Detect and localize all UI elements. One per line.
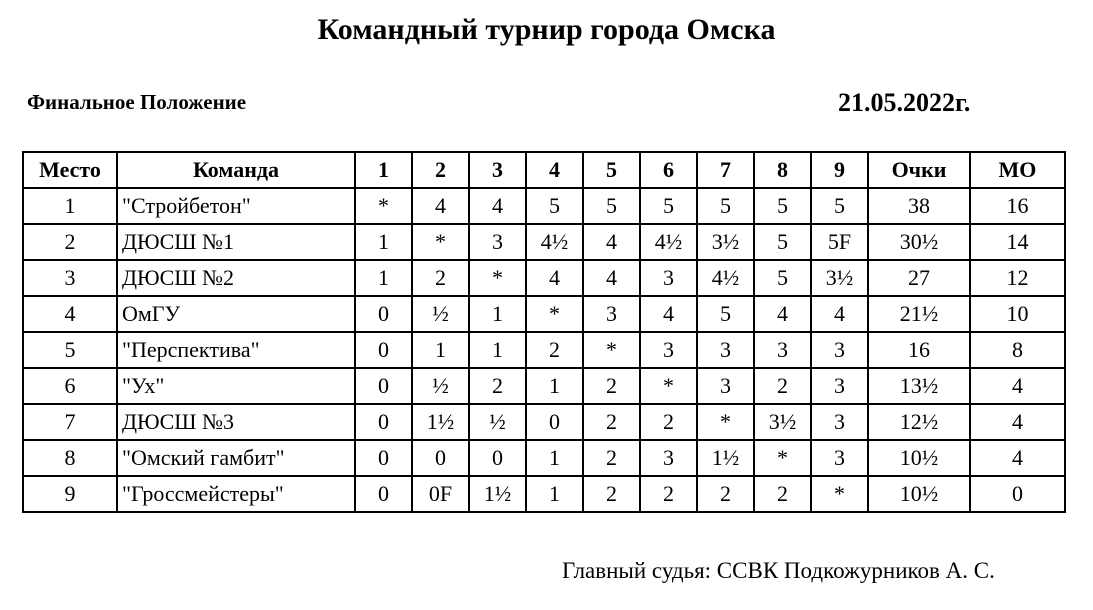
table-row [23,368,1065,404]
page-title: Командный турнир города Омска [317,13,776,46]
round-result-cell: 1 [469,332,526,368]
header-round-8: 8 [754,152,811,188]
table-row [23,260,1065,296]
round-result-cell: * [754,440,811,476]
round-result-cell: 0F [412,476,469,512]
round-result-cell: * [697,404,754,440]
round-result-cell: 4½ [640,224,697,260]
mo-cell: 8 [970,332,1065,368]
table-row [23,404,1065,440]
table-row [23,332,1065,368]
round-result-cell: 1 [355,224,412,260]
round-result-cell: 4 [583,224,640,260]
round-result-cell: 1½ [469,476,526,512]
table-row [23,296,1065,332]
place-cell: 3 [23,260,117,296]
round-result-cell: ½ [469,404,526,440]
place-cell: 6 [23,368,117,404]
place-cell: 7 [23,404,117,440]
round-result-cell: * [355,188,412,224]
team-cell: ДЮСШ №2 [117,260,355,296]
round-result-cell: 3 [811,404,868,440]
tournament-date: 21.05.2022г. [838,88,971,117]
mo-cell: 4 [970,440,1065,476]
table-body [23,188,1065,512]
round-result-cell: 1½ [412,404,469,440]
table-header-row [23,152,1065,188]
subtitle: Финальное Положение [27,90,247,114]
round-result-cell: 5 [754,224,811,260]
round-result-cell: 4 [412,188,469,224]
round-result-cell: 0 [355,296,412,332]
round-result-cell: 2 [583,368,640,404]
round-result-cell: 0 [355,368,412,404]
round-result-cell: * [583,332,640,368]
points-cell: 12½ [868,404,970,440]
round-result-cell: 1 [469,296,526,332]
round-result-cell: 4 [583,260,640,296]
round-result-cell: * [640,368,697,404]
round-result-cell: 0 [469,440,526,476]
round-result-cell: 3 [811,332,868,368]
round-result-cell: 1½ [697,440,754,476]
round-result-cell: 1 [526,440,583,476]
round-result-cell: 0 [355,404,412,440]
points-cell: 13½ [868,368,970,404]
round-result-cell: 5 [697,188,754,224]
round-result-cell: 0 [526,404,583,440]
team-cell: ДЮСШ №3 [117,404,355,440]
table-row [23,224,1065,260]
team-cell: "Ух" [117,368,355,404]
points-cell: 10½ [868,476,970,512]
round-result-cell: 3 [811,440,868,476]
round-result-cell: 3½ [811,260,868,296]
round-result-cell: 0 [355,440,412,476]
place-cell: 9 [23,476,117,512]
round-result-cell: 3 [697,332,754,368]
team-cell: "Гроссмейстеры" [117,476,355,512]
round-result-cell: ½ [412,368,469,404]
round-result-cell: 1 [412,332,469,368]
round-result-cell: 2 [583,476,640,512]
round-result-cell: 2 [640,404,697,440]
round-result-cell: 5 [526,188,583,224]
round-result-cell: 4½ [526,224,583,260]
table-row [23,476,1065,512]
round-result-cell: 4 [469,188,526,224]
header-mo: МО [970,152,1065,188]
round-result-cell: 4 [526,260,583,296]
round-result-cell: 1 [355,260,412,296]
round-result-cell: 3 [697,368,754,404]
header-round-4: 4 [526,152,583,188]
team-cell: ДЮСШ №1 [117,224,355,260]
mo-cell: 0 [970,476,1065,512]
round-result-cell: 4 [811,296,868,332]
round-result-cell: 0 [412,440,469,476]
points-cell: 16 [868,332,970,368]
team-cell: ОмГУ [117,296,355,332]
round-result-cell: 3 [640,260,697,296]
round-result-cell: 1 [526,368,583,404]
mo-cell: 14 [970,224,1065,260]
table-row [23,440,1065,476]
header-round-2: 2 [412,152,469,188]
header-round-1: 1 [355,152,412,188]
round-result-cell: 4½ [697,260,754,296]
round-result-cell: 2 [583,440,640,476]
place-cell: 4 [23,296,117,332]
round-result-cell: 5 [640,188,697,224]
header-points: Очки [868,152,970,188]
round-result-cell: 2 [412,260,469,296]
place-cell: 2 [23,224,117,260]
header-place: Место [23,152,117,188]
round-result-cell: 5F [811,224,868,260]
points-cell: 27 [868,260,970,296]
header-team: Команда [117,152,355,188]
round-result-cell: * [811,476,868,512]
round-result-cell: 3 [583,296,640,332]
round-result-cell: 0 [355,476,412,512]
points-cell: 21½ [868,296,970,332]
round-result-cell: 5 [811,188,868,224]
round-result-cell: 5 [697,296,754,332]
round-result-cell: 2 [754,368,811,404]
round-result-cell: 3 [640,332,697,368]
team-cell: "Перспектива" [117,332,355,368]
standings-table [22,151,1066,513]
header-round-7: 7 [697,152,754,188]
place-cell: 1 [23,188,117,224]
mo-cell: 10 [970,296,1065,332]
points-cell: 30½ [868,224,970,260]
round-result-cell: * [469,260,526,296]
mo-cell: 16 [970,188,1065,224]
round-result-cell: 2 [640,476,697,512]
round-result-cell: 2 [469,368,526,404]
round-result-cell: 4 [640,296,697,332]
round-result-cell: 2 [526,332,583,368]
round-result-cell: ½ [412,296,469,332]
round-result-cell: 3½ [754,404,811,440]
round-result-cell: * [526,296,583,332]
round-result-cell: 3 [811,368,868,404]
round-result-cell: 5 [754,188,811,224]
round-result-cell: 4 [754,296,811,332]
mo-cell: 4 [970,404,1065,440]
round-result-cell: 5 [583,188,640,224]
team-cell: "Омский гамбит" [117,440,355,476]
round-result-cell: 3 [754,332,811,368]
header-round-9: 9 [811,152,868,188]
header-round-6: 6 [640,152,697,188]
round-result-cell: 2 [754,476,811,512]
place-cell: 8 [23,440,117,476]
team-cell: "Стройбетон" [117,188,355,224]
round-result-cell: 3½ [697,224,754,260]
points-cell: 38 [868,188,970,224]
round-result-cell: 5 [754,260,811,296]
round-result-cell: 3 [469,224,526,260]
round-result-cell: 2 [697,476,754,512]
header-round-5: 5 [583,152,640,188]
round-result-cell: 2 [583,404,640,440]
header-round-3: 3 [469,152,526,188]
mo-cell: 4 [970,368,1065,404]
mo-cell: 12 [970,260,1065,296]
table-row [23,188,1065,224]
points-cell: 10½ [868,440,970,476]
chief-judge: Главный судья: ССВК Подкожурников А. С. [562,558,995,583]
round-result-cell: 1 [526,476,583,512]
round-result-cell: 3 [640,440,697,476]
round-result-cell: * [412,224,469,260]
place-cell: 5 [23,332,117,368]
round-result-cell: 0 [355,332,412,368]
